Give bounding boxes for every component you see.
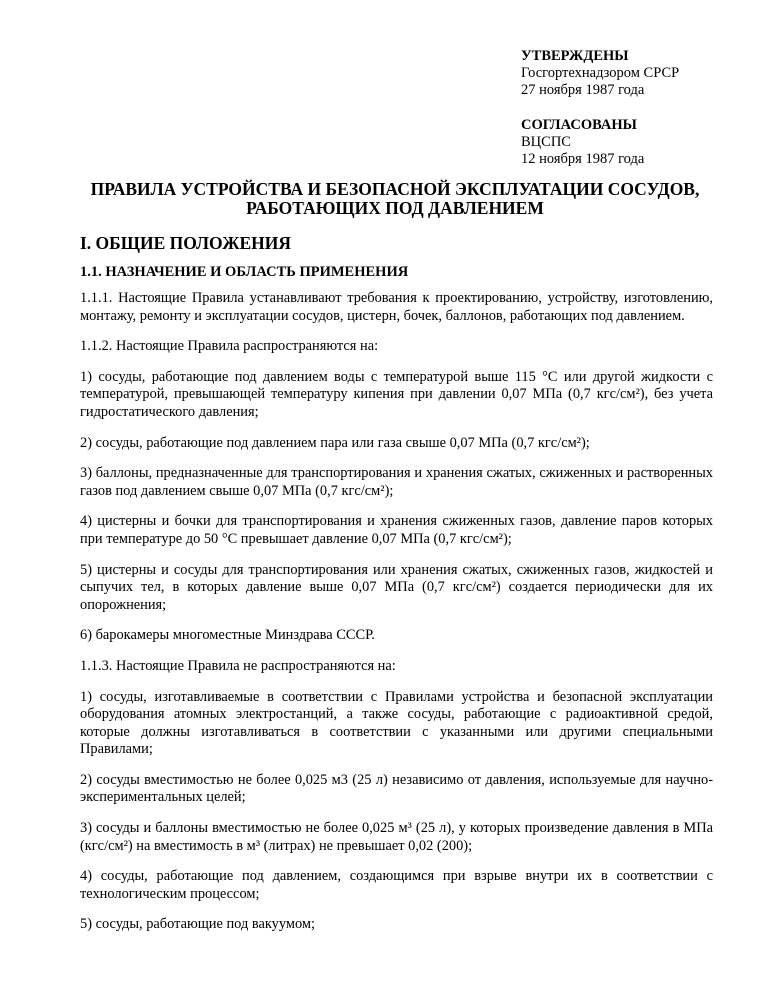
agreement-block <box>521 117 741 168</box>
paragraph: 1) сосуды, изготавливаемые в соответствии с Правилами устройства и безопасной эксплуатации оборудования атомных электростанций, а также сосуды, работающие с радиоактивной средой, которые должны изготавливаться в соответствии с указанными или другими специальными Правилами; <box>80 688 713 758</box>
section-heading: I. ОБЩИЕ ПОЛОЖЕНИЯ <box>80 233 292 253</box>
agreed-by: ВЦСПС <box>521 134 571 150</box>
paragraph: 6) барокамеры многоместные Минздрава СССР. <box>80 627 375 644</box>
title-line-1: ПРАВИЛА УСТРОЙСТВА И БЕЗОПАСНОЙ ЭКСПЛУАТАЦИИ СОСУДОВ, <box>90 179 700 199</box>
agreed-heading: СОГЛАСОВАНЫ <box>521 117 637 133</box>
paragraph: 1.1.3. Настоящие Правила не распространяются на: <box>80 657 396 674</box>
approved-heading: УТВЕРЖДЕНЫ <box>521 48 629 64</box>
document-title <box>80 180 710 218</box>
approval-block <box>521 48 741 99</box>
subsection-heading: 1.1. НАЗНАЧЕНИЕ И ОБЛАСТЬ ПРИМЕНЕНИЯ <box>80 264 409 280</box>
agreed-date: 12 ноября 1987 года <box>521 151 645 167</box>
paragraph: 2) сосуды, работающие под давлением пара или газа свыше 0,07 МПа (0,7 кгс/см²); <box>80 434 590 451</box>
paragraph: 3) сосуды и баллоны вместимостью не более 0,025 м³ (25 л), у которых произведение давления в МПа (кгс/см²) на вместимость в м³ (литрах) не превышает 0,02 (200); <box>80 820 713 854</box>
paragraph: 4) сосуды, работающие под давлением, создающимся при взрыве внутри их в соответствии с технологическим процессом; <box>80 868 713 902</box>
paragraph: 2) сосуды вместимостью не более 0,025 м3 (25 л) независимо от давления, используемые для научно-экспериментальных целей; <box>80 771 713 806</box>
paragraph: 1.1.2. Настоящие Правила распространяются на: <box>80 338 379 355</box>
paragraph: 3) баллоны, предназначенные для транспортирования и хранения сжатых, сжиженных и растворенных газов под давлением свыше 0,07 МПа (0,7 кгс/см²); <box>80 465 713 499</box>
paragraph: 4) цистерны и бочки для транспортирования и хранения сжиженных газов, давление паров которых при температуре до 50 °С превышает давление 0,07 МПа (0,7 кгс/см²); <box>80 513 713 547</box>
paragraph: 1) сосуды, работающие под давлением воды с температурой выше 115 °С или другой жидкости с температурой, превышающей температуру кипения при давлении 0,07 МПа (0,7 кгс/см²), без учета гидростатического давления; <box>80 368 713 420</box>
document-body <box>80 290 713 947</box>
paragraph: 1.1.1. Настоящие Правила устанавливают требования к проектированию, устройству, изготовлению, монтажу, ремонту и эксплуатации сосудов, цистерн, бочек, баллонов, работающих под давлением. <box>80 290 713 324</box>
approved-by: Госгортехнадзором СРСР <box>521 65 680 81</box>
title-line-2: РАБОТАЮЩИХ ПОД ДАВЛЕНИЕМ <box>246 198 544 218</box>
approved-date: 27 ноября 1987 года <box>521 82 645 98</box>
paragraph: 5) сосуды, работающие под вакуумом; <box>80 916 315 933</box>
paragraph: 5) цистерны и сосуды для транспортирования или хранения сжатых, сжиженных газов, жидкостей и сыпучих тел, в которых давление выше 0,07 МПа (0,7 кгс/см²) создается периодически для их опорожнения; <box>80 561 713 613</box>
